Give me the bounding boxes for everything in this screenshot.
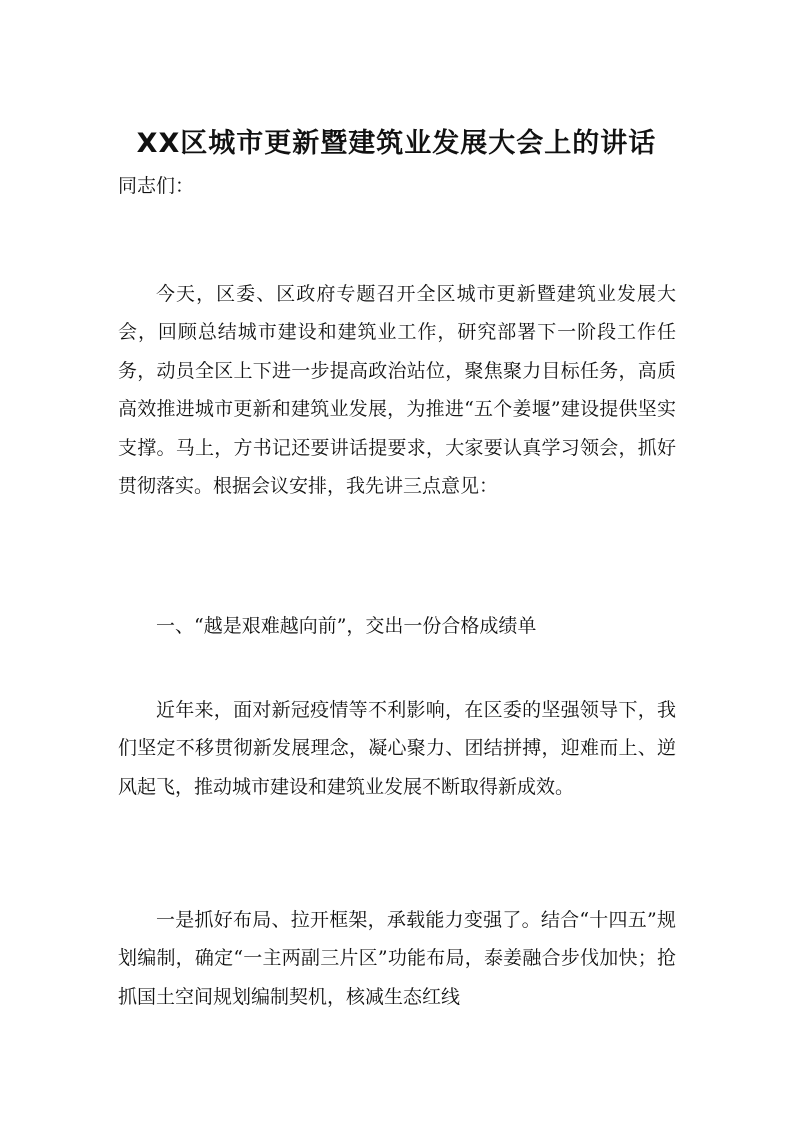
document-title: XX区城市更新暨建筑业发展大会上的讲话 — [136, 128, 657, 159]
section-heading: 一、“越是艰难越向前”，交出一份合格成绩单 — [156, 615, 537, 637]
paragraph-overview: 近年来，面对新冠疫情等不利影响，在区委的坚强领导下，我们坚定不移贯彻新发展理念，凝心聚力、团结拼搏，迎难而上、逆风起飞，推动城市建设和建筑业发展不断取得新成效。 — [118, 699, 676, 798]
paragraph-point-one: 一是抓好布局、拉开框架，承载能力变强了。结合“十四五”规划编制，确定“一主两副三片区”功能布局，泰姜融合步伐加快；抢抓国土空间规划编制契机，核减生态红线 — [118, 909, 676, 1008]
paragraph-intro: 今天，区委、区政府专题召开全区城市更新暨建筑业发展大会，回顾总结城市建设和建筑业工作，研究部署下一阶段工作任务，动员全区上下进一步提高政治站位，聚焦聚力目标任务，高质高效推进城市更新和建筑业发展，为推进“五个姜堰”建设提供坚实支撑。马上，方书记还要讲话提要求，大家要认真学习领会，抓好贯彻落实。根据会议安排，我先讲三点意见： — [118, 283, 676, 498]
salutation: 同志们： — [118, 175, 195, 197]
